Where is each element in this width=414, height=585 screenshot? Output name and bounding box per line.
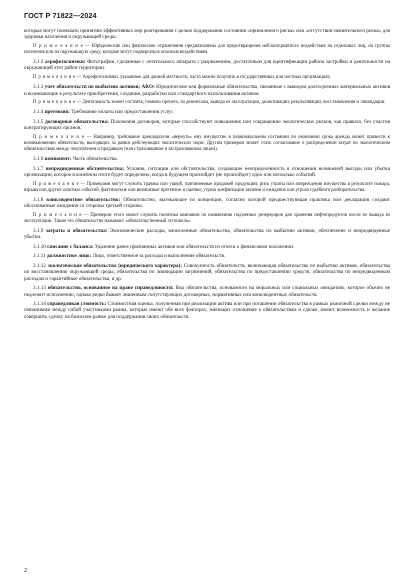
term-definition: [24, 166, 390, 179]
paragraph-text: Положения договоров, которые способствуют повышению или сокращению экологических рисков, как правило, без участия контрагирующих органов.: [24, 119, 390, 132]
document-body: [24, 28, 390, 320]
term-name: затраты и обязательства:: [45, 227, 108, 234]
term-definition: [24, 263, 390, 282]
note-paragraph: [24, 100, 390, 106]
clause-number: 3.1.13: [33, 285, 48, 292]
term-definition: [24, 84, 390, 97]
clause-number: 3.1.7: [33, 165, 46, 172]
note-label: П р и м е ч а н и е: [33, 181, 79, 187]
term-name: конклюдентное обязательство:: [46, 196, 121, 203]
clause-number: 3.1.6: [33, 156, 45, 163]
note-label: П р и м е ч а н и е: [33, 43, 84, 49]
paragraph-text: — Деятельность может состоять, помимо прочего, из демонтажа, вывода из эксплуатации, дезактивации, рекультивации, восстановления и ликвидации.: [75, 100, 386, 106]
clause-number: 3.1.4: [33, 109, 45, 116]
term-definition: [24, 228, 390, 241]
term-definition: [24, 156, 390, 162]
term-definition: [24, 253, 390, 259]
note-paragraph: [24, 44, 390, 56]
paragraph-text: Фотографии, сделанные с летательного аппарата с разрешением, достаточным для идентификации района застройки и деятельности на окружающей этот район территории.: [24, 59, 390, 72]
clause-number: 3.1.8: [33, 196, 47, 203]
paragraph-text: Часть обязательства.: [71, 156, 118, 163]
term-name: экологические обязательства (юридического характера):: [47, 263, 182, 270]
paragraph-text: — Примерами могут служить травмы или ущерб, причиненные продажей продукции; риск утраты или повреждения имущества в результате пожара, взрыва или других опасных событий; фактические или возможные претензии и оценки; угроза конфискации активов и ожидание или угроза судебного разбирательства.: [24, 181, 390, 193]
clause-number: 3.1.9: [33, 227, 46, 234]
paragraph-text: Экономические расходы, начисленные обязательства, обязательства по выбытию активов, обеспечение и непредвиденные убытки.: [24, 227, 390, 241]
paragraph-text: Вид обязательства, основанного на моральных или социальных ожиданиях, которое обычно не подлежит исполнению, однако редко бывает лишенным сопутствующих договорных, нормативных или конклюдентных обязательств.: [24, 285, 390, 298]
note-label: П р и м е ч а н и е: [33, 100, 76, 106]
clause-number: 3.1.3: [33, 84, 45, 91]
note-paragraph: [24, 75, 390, 81]
term-name: непредвиденные обстоятельства:: [45, 165, 125, 172]
paragraph-text: Лицо, ответственное за расходы и выполнение обязательств.: [91, 253, 226, 260]
note-label: П р и м е ч а н и е: [33, 135, 85, 140]
paragraph-text: — Аэрофотоснимки, указанные для данной местности, часто можно получить в государственных или частных организациях.: [75, 74, 332, 80]
term-name: обязательство, основанное на праве справедливости:: [47, 285, 174, 292]
body-paragraph: [24, 28, 390, 41]
term-name: договорные обязательства:: [45, 119, 109, 126]
clause-number: 3.1.5: [33, 119, 46, 126]
clause-number: 3.1.14: [33, 301, 48, 308]
clause-number: 3.1.10: [33, 243, 48, 250]
note-paragraph: [24, 135, 390, 153]
term-name: должностное лицо:: [46, 253, 92, 260]
paragraph-text: Условия, ситуации или обстоятельства, создающие неопределенность в отношении возможной выгоды или убытка организации, которое в конечном итоге будет определено, когда в будущем произойдет (не произойдет) одно или несколько событий.: [24, 165, 390, 178]
paragraph-text: Обязательство, вытекающее из концепции, согласно которой предшествующая практика или декларация создают обоснованные ожидания со стороны третьей стороны.: [24, 196, 390, 210]
clause-number: 3.1.2: [33, 59, 45, 66]
term-name: учет обязательств по выбытию активов; ARO:: [44, 84, 155, 91]
clause-number: 3.1.12: [33, 263, 48, 270]
paragraph-text: — Юридические или физические ограничения предназначены для предотвращения неблагоприятного воздействия на отдельных лиц, на группы населения или на окружающую среду, которые могут подвергаться опасным воздействиям.: [24, 43, 390, 55]
note-label: П р и м е ч а н и е: [33, 74, 76, 80]
paragraph-text: Требование оплаты или предоставления услуг.: [69, 109, 174, 116]
paragraph-text: — Примером этого может служить политика компании по назначению подземных резервуаров для хранения нефтепродуктов после их вывода из эксплуатации. Также это обязательство называют «обязательственный эстоппель».: [24, 212, 390, 224]
term-name: списание с баланса:: [47, 243, 94, 250]
term-definition: [24, 109, 390, 115]
term-definition: [24, 301, 390, 320]
paragraph-text: Стоимостная оценка, полученная при реализации актива или при погашении обязательства в рамках рыночной сделки между не связанными между собой участниками рынка, которые имеют обе всех факторах, имеющих отношение к обязательствам и сделке, имеют возможность и желание совершить сделку на базисном рынке для поддержания своих обязательств.: [24, 301, 390, 320]
term-definition: [24, 119, 390, 132]
paragraph-text: Юридические или формальные обязательства, связанные с выводом долгосрочных материальных активов и возникающие в результате приобретения, создания, разработки или стандартного использования активов.: [24, 84, 390, 97]
term-definition: [24, 59, 390, 72]
note-label: П р и м е ч а н и е: [33, 212, 82, 218]
paragraph-text: — Например, требование арендодателя «вернуть» ему имущество в первоначальном состоянии по окончании срока аренды может привести к возникновению обязательств, выходящих за рамки действующих экологических норм. Другим примером может стать согласование о распределении затрат по экологическим обязательствам между покупателем и продавцом (или страховщиком и застрахованным лицом).: [24, 135, 390, 152]
note-paragraph: [24, 213, 390, 225]
paragraph-text: Удаление ранее признанных активов или обязательств из отчета о финансовом положении.: [93, 243, 295, 250]
term-definition: [24, 197, 390, 210]
term-name: справедливая стоимость:: [47, 301, 107, 308]
paragraph-text: которые могут помешать принятию эффективных мер реагирования с целью поддержания состояния «приемлемого риска» или «отсутствия значительного риска» для здоровья населения и окружающей среды.: [24, 28, 390, 41]
note-paragraph: [24, 182, 390, 194]
clause-number: 3.1.11: [33, 253, 47, 260]
term-definition: [24, 244, 390, 250]
page-number: 2: [24, 567, 28, 574]
term-definition: [24, 285, 390, 298]
term-name: претензия:: [44, 109, 70, 116]
standard-code-header: ГОСТ Р 71822—2024: [24, 11, 97, 20]
term-name: аэрофотоснимки:: [44, 59, 86, 66]
term-name: компонент:: [44, 156, 72, 163]
paragraph-text: Совокупность обязательств, включающая обязательства по выбытию активов, обязательства по восстановлению окружающей среды, обязательства по ликвидации загрязнений, обязательства по предоставлению средств, обязательства по непредвиденным расходам и гарантийные обязательства, и др.: [24, 263, 390, 282]
